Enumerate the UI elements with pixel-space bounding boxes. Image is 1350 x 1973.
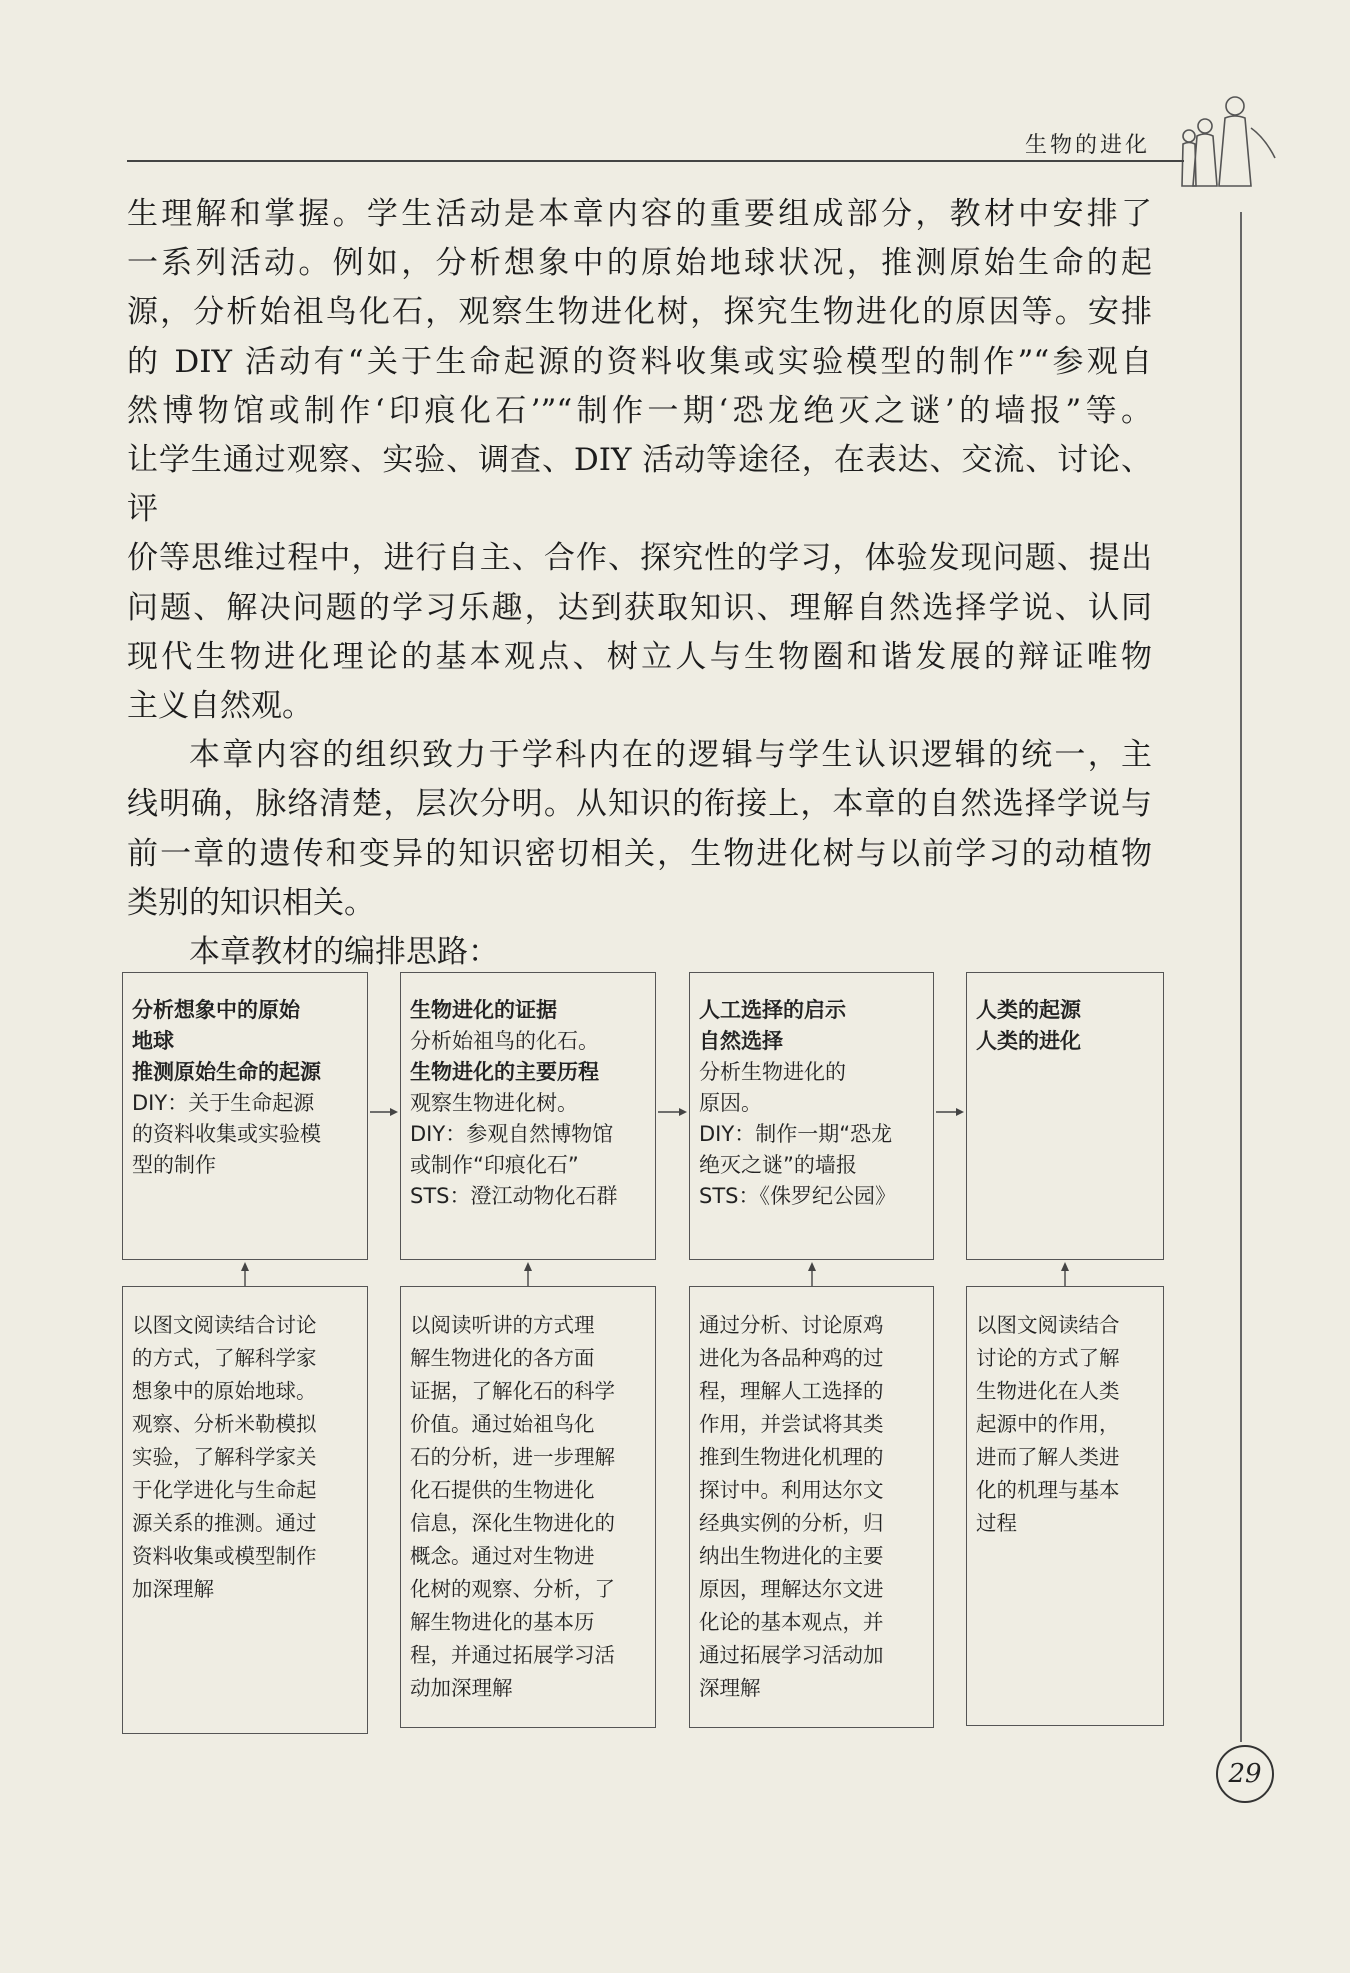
approach-text-line: 实验，了解科学家关 [132, 1445, 317, 1469]
text-line: 然博物馆或制作‘印痕化石’”“制作一期‘恐龙绝灭之谜’的墙报”等。 [127, 392, 1152, 429]
stage-detail: STS：澄江动物化石群 [410, 1184, 618, 1208]
approach-text-line: 想象中的原始地球。 [132, 1379, 317, 1403]
approach-text-line: 概念。通过对生物进 [410, 1544, 595, 1568]
paragraph-1 [127, 190, 1152, 731]
approach-text-line: 观察、分析米勒模拟 [132, 1412, 317, 1436]
approach-text-line: 价值。通过始祖鸟化 [410, 1412, 595, 1436]
approach-text-line: 进化为各品种鸡的过 [699, 1346, 884, 1370]
approach-text-line: 生物进化在人类 [976, 1379, 1120, 1403]
stage-detail: 或制作“印痕化石” [410, 1153, 579, 1177]
stage-detail: STS：《侏罗纪公园》 [699, 1184, 896, 1208]
flow-arrow-up-icon [522, 1262, 534, 1286]
text-line: 线明确，脉络清楚，层次分明。从知识的衔接上，本章的自然选择学说与 [127, 786, 1152, 823]
text-line: 源，分析始祖鸟化石，观察生物进化树，探究生物进化的原因等。安排 [127, 294, 1152, 331]
stage-heading: 人类的起源 [976, 998, 1081, 1022]
approach-text-line: 解生物进化的基本历 [410, 1610, 595, 1634]
stage-detail: 分析始祖鸟的化石。 [410, 1029, 599, 1053]
approach-text-line: 经典实例的分析，归 [699, 1511, 884, 1535]
stage-heading: 地球 [132, 1029, 174, 1053]
paragraph-3: 本章教材的编排思路： [189, 934, 499, 971]
approach-text-line: 程，理解人工选择的 [699, 1379, 884, 1403]
stage-detail: DIY：制作一期“恐龙 [699, 1122, 893, 1146]
text-line: 本章内容的组织致力于学科内在的逻辑与学生认识逻辑的统一，主 [189, 737, 1152, 774]
approach-box-1 [122, 1286, 368, 1734]
stage-heading: 分析想象中的原始 [132, 998, 300, 1022]
stage-detail: 原因。 [699, 1091, 762, 1115]
stage-heading: 推测原始生命的起源 [132, 1060, 321, 1084]
approach-text-line: 的方式，了解科学家 [132, 1346, 317, 1370]
approach-text-line: 以图文阅读结合 [976, 1313, 1120, 1337]
approach-text-line: 推到生物进化机理的 [699, 1445, 884, 1469]
stage-heading: 自然选择 [699, 1029, 783, 1053]
approach-text-line: 源关系的推测。通过 [132, 1511, 317, 1535]
approach-text-line: 通过拓展学习活动加 [699, 1643, 884, 1667]
approach-text-line: 以阅读听讲的方式理 [410, 1313, 595, 1337]
stage-heading: 生物进化的证据 [410, 998, 557, 1022]
stage-box-3 [689, 972, 934, 1260]
approach-text-line: 讨论的方式了解 [976, 1346, 1120, 1370]
approach-text-line: 化树的观察、分析，了 [410, 1577, 615, 1601]
approach-text-line: 原因，理解达尔文进 [699, 1577, 884, 1601]
approach-text-line: 解生物进化的各方面 [410, 1346, 595, 1370]
margin-rule [1240, 212, 1242, 1742]
approach-text-line: 进而了解人类进 [976, 1445, 1120, 1469]
approach-text-line: 化的机理与基本 [976, 1478, 1120, 1502]
stage-heading: 生物进化的主要历程 [410, 1060, 599, 1084]
stage-detail: 型的制作 [132, 1153, 216, 1177]
approach-text-line: 证据，了解化石的科学 [410, 1379, 615, 1403]
stage-detail: DIY：参观自然博物馆 [410, 1122, 614, 1146]
flow-arrow-up-icon [806, 1262, 818, 1286]
stage-box-1 [122, 972, 368, 1260]
approach-text-line: 信息，深化生物进化的 [410, 1511, 615, 1535]
stage-detail: 观察生物进化树。 [410, 1091, 578, 1115]
approach-text-line: 过程 [976, 1511, 1017, 1535]
flow-arrow-right-icon [658, 1106, 687, 1118]
stage-detail: 绝灭之谜”的墙报 [699, 1153, 857, 1177]
stage-detail: DIY：关于生命起源 [132, 1091, 315, 1115]
approach-box-3 [689, 1286, 934, 1728]
flow-arrow-right-icon [370, 1106, 398, 1118]
text-line: 的 DIY 活动有“关于生命起源的资料收集或实验模型的制作”“参观自 [127, 343, 1152, 380]
stage-heading: 人类的进化 [976, 1029, 1081, 1053]
approach-text-line: 化石提供的生物进化 [410, 1478, 595, 1502]
approach-text-line: 通过分析、讨论原鸡 [699, 1313, 884, 1337]
approach-text-line: 起源中的作用， [976, 1412, 1120, 1436]
approach-text-line: 石的分析，进一步理解 [410, 1445, 615, 1469]
approach-text-line: 动加深理解 [410, 1676, 513, 1700]
text-line: 类别的知识相关。 [127, 884, 375, 921]
text-line: 让学生通过观察、实验、调查、DIY 活动等途径，在表达、交流、讨论、评 [127, 442, 1152, 528]
text-line: 主义自然观。 [127, 688, 313, 725]
page-number: 29 [1216, 1745, 1274, 1803]
approach-text-line: 以图文阅读结合讨论 [132, 1313, 317, 1337]
approach-text-line: 探讨中。利用达尔文 [699, 1478, 884, 1502]
approach-text-line: 化论的基本观点，并 [699, 1610, 884, 1634]
approach-text-line: 于化学进化与生命起 [132, 1478, 317, 1502]
approach-text-line: 深理解 [699, 1676, 761, 1700]
approach-text-line: 资料收集或模型制作 [132, 1544, 317, 1568]
stage-detail: 的资料收集或实验模 [132, 1122, 321, 1146]
flow-arrow-up-icon [1059, 1262, 1071, 1286]
approach-text-line: 程，并通过拓展学习活 [410, 1643, 615, 1667]
flow-arrow-right-icon [936, 1106, 964, 1118]
stage-box-2 [400, 972, 656, 1260]
stage-detail: 分析生物进化的 [699, 1060, 846, 1084]
text-line: 前一章的遗传和变异的知识密切相关，生物进化树与以前学习的动植物 [127, 835, 1152, 872]
stage-box-4 [966, 972, 1164, 1260]
text-line: 一系列活动。例如，分析想象中的原始地球状况，推测原始生命的起 [127, 245, 1152, 282]
family-illustration-icon [1165, 88, 1295, 188]
paragraph-2 [127, 731, 1152, 928]
approach-text-line: 作用，并尝试将其类 [699, 1412, 884, 1436]
text-line: 问题、解决问题的学习乐趣，达到获取知识、理解自然选择学说、认同 [127, 589, 1152, 626]
stage-heading: 人工选择的启示 [699, 998, 846, 1022]
body-text [127, 190, 1152, 977]
text-line: 现代生物进化理论的基本观点、树立人与生物圈和谐发展的辩证唯物 [127, 638, 1152, 675]
header-divider [127, 160, 1184, 162]
approach-box-4 [966, 1286, 1164, 1726]
flow-arrow-up-icon [239, 1262, 251, 1286]
approach-box-2 [400, 1286, 656, 1728]
chapter-running-title: 生物的进化 [1024, 133, 1150, 158]
approach-text-line: 纳出生物进化的主要 [699, 1544, 884, 1568]
text-line: 价等思维过程中，进行自主、合作、探究性的学习，体验发现问题、提出 [127, 540, 1152, 577]
text-line: 生理解和掌握。学生活动是本章内容的重要组成部分，教材中安排了 [127, 196, 1152, 232]
approach-text-line: 加深理解 [132, 1577, 214, 1601]
